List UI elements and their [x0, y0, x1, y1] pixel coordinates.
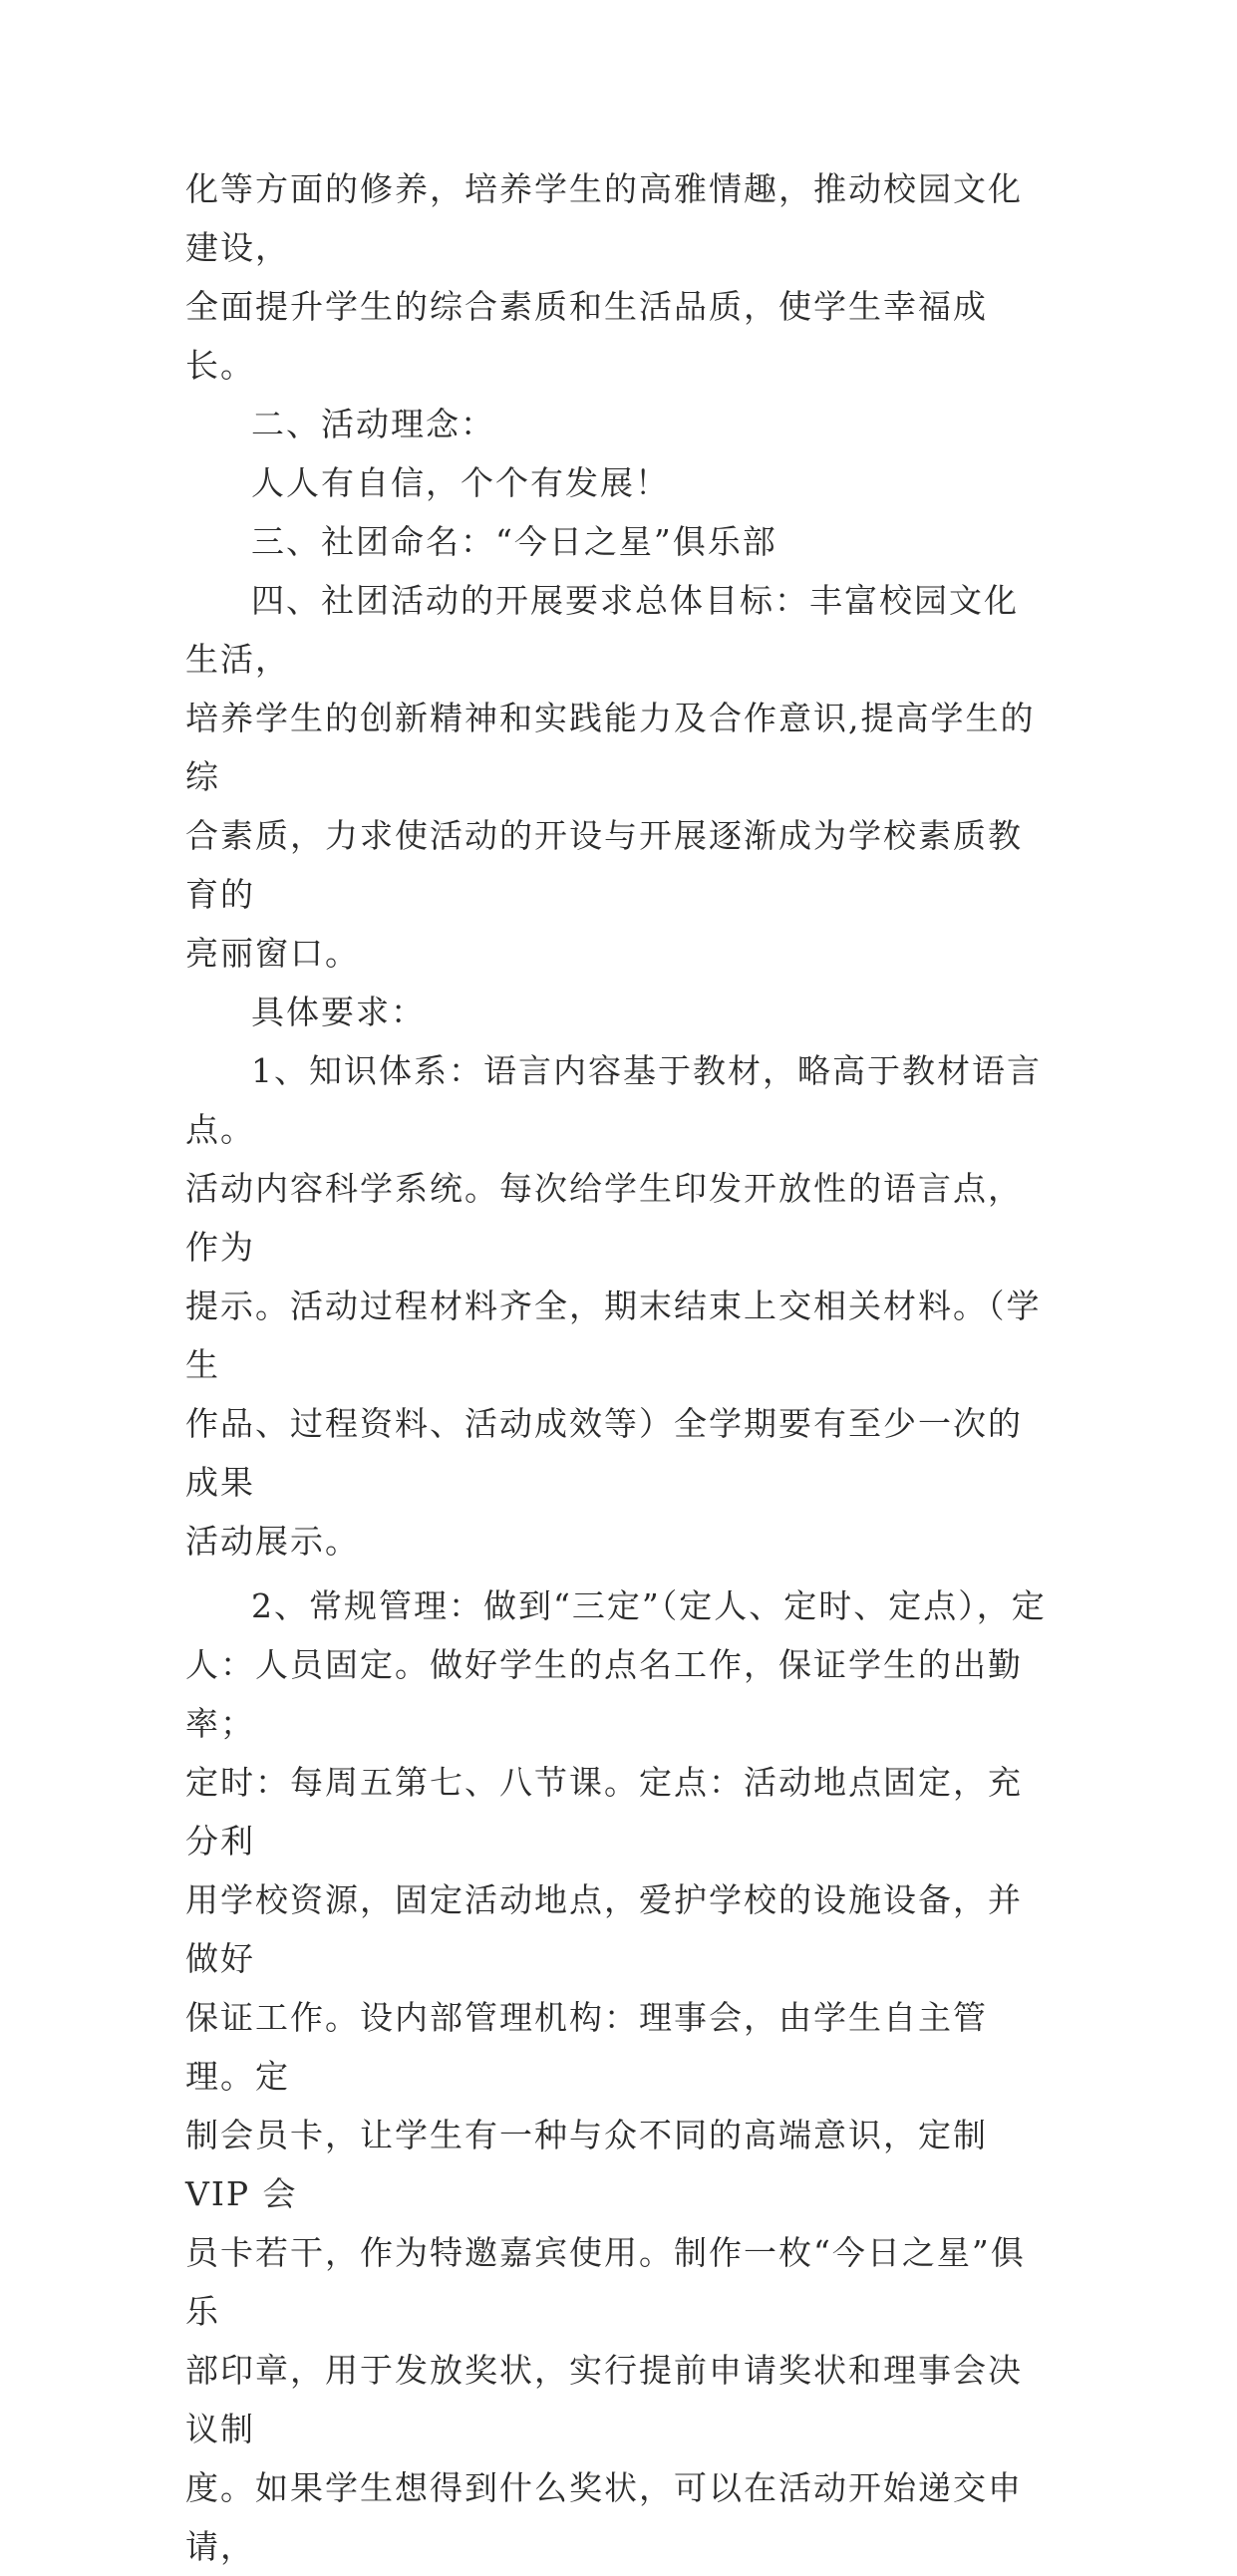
section-heading-activity-concept — [185, 395, 1053, 453]
text-line: 亮丽窗口。 — [185, 934, 360, 973]
text-line: 作品、过程资料、活动成效等）全学期要有至少一次的成果 — [185, 1404, 1023, 1502]
text-line: 制会员卡，让学生有一种与众不同的高端意识，定制 VIP 会 — [185, 2116, 988, 2213]
text-line: 提示。活动过程材料齐全，期末结束上交相关材料。（学生 — [185, 1287, 1042, 1384]
text-line: 人人有自信，个个有发展！ — [251, 463, 670, 502]
text-line: 合素质，力求使活动的开设与开展逐渐成为学校素质教育的 — [185, 816, 1023, 914]
text-line: 培养学生的创新精神和实践能力及合作意识,提高学生的综 — [185, 699, 1036, 796]
paragraph-knowledge-system — [185, 1041, 1053, 1571]
text-line: 保证工作。设内部管理机构：理事会，由学生自主管理。定 — [185, 1998, 988, 2096]
text-line: 定时：每周五第七、八节课。定点：活动地点固定，充分利 — [185, 1763, 1023, 1860]
document-body — [185, 159, 1053, 2576]
text-line: 三、社团命名：“今日之星”俱乐部 — [251, 522, 777, 561]
section-heading-club-name — [185, 512, 1053, 571]
text-line: 全面提升学生的综合素质和生活品质，使学生幸福成长。 — [185, 287, 988, 385]
text-line: 度。如果学生想得到什么奖状，可以在活动开始递交申请， — [185, 2468, 1023, 2566]
text-line: 部印章，用于发放奖状，实行提前申请奖状和理事会决议制 — [185, 2351, 1023, 2448]
paragraph-routine-management — [185, 1576, 1053, 2576]
text-line: 活动内容科学系统。每次给学生印发开放性的语言点，作为 — [185, 1169, 1023, 1267]
text-line: 2、常规管理：做到“三定”（定人、定时、定点），定 — [251, 1586, 1047, 1625]
text-line: 活动展示。 — [185, 1522, 360, 1561]
paragraph-intro-continuation — [185, 159, 1053, 395]
text-line: 人：人员固定。做好学生的点名工作，保证学生的出勤率； — [185, 1645, 1023, 1743]
text-line: 具体要求： — [251, 993, 426, 1031]
text-line: 1、知识体系：语言内容基于教材，略高于教材语言点。 — [185, 1051, 1042, 1149]
paragraph-overall-goal — [185, 571, 1053, 983]
text-line: 化等方面的修养，培养学生的高雅情趣，推动校园文化建设， — [185, 169, 1023, 267]
paragraph-activity-concept — [185, 453, 1053, 512]
text-line: 员卡若干，作为特邀嘉宾使用。制作一枚“今日之星”俱乐 — [185, 2233, 1026, 2331]
section-heading-requirements — [185, 983, 1053, 1041]
text-line: 四、社团活动的开展要求总体目标：丰富校园文化生活， — [185, 581, 1019, 679]
text-line: 用学校资源，固定活动地点，爱护学校的设施设备，并做好 — [185, 1880, 1023, 1978]
text-line: 二、活动理念： — [251, 405, 495, 443]
